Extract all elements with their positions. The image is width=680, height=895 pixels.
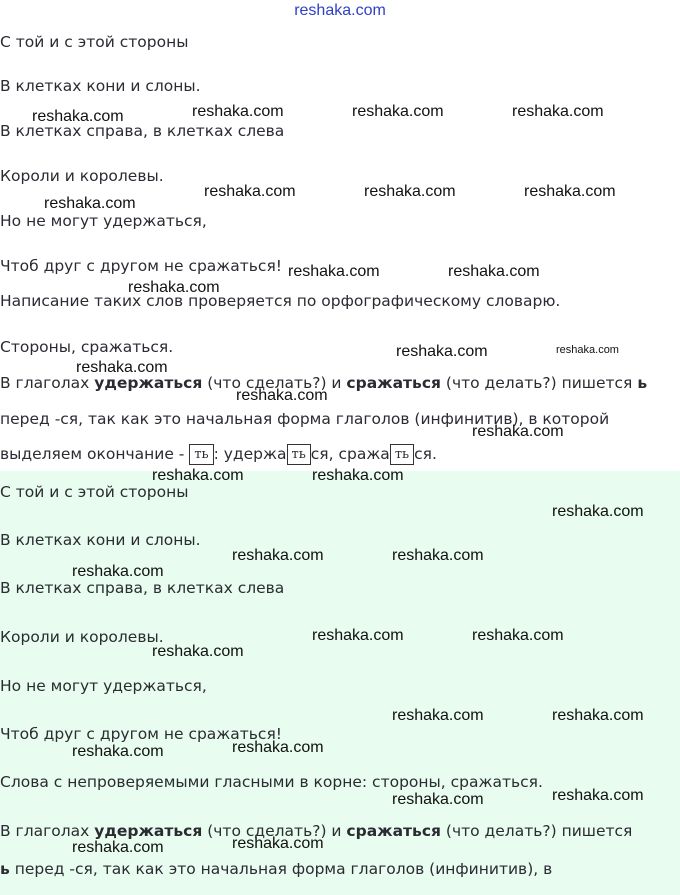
words-list: Стороны, сражаться.	[0, 338, 174, 356]
rule-line-2: перед -ся, так как это начальная форма глаголов (инфинитив), в которой	[0, 410, 610, 428]
watermark: reshaka.com	[44, 195, 136, 212]
watermark: reshaka.com	[236, 387, 328, 404]
watermark: reshaka.com	[364, 183, 456, 200]
watermark: reshaka.com	[72, 839, 164, 856]
poem2-line-1: С той и с этой стороны	[0, 483, 189, 501]
watermark: reshaka.com	[232, 547, 324, 564]
watermark: reshaka.com	[76, 359, 168, 376]
poem-line-1: С той и с этой стороны	[0, 33, 189, 51]
rule2-line-1: В глаголах удержаться (что сделать?) и сражаться (что делать?) пишется	[0, 822, 633, 840]
poem-line-2: В клетках кони и слоны.	[0, 77, 201, 95]
poem2-line-3: В клетках справа, в клетках слева	[0, 579, 285, 597]
watermark: reshaka.com	[448, 263, 540, 280]
rule-line-1: В глаголах удержаться (что сделать?) и сражаться (что делать?) пишется ь	[0, 374, 648, 392]
watermark: reshaka.com	[152, 643, 244, 660]
watermark: reshaka.com	[204, 183, 296, 200]
watermark: reshaka.com	[32, 108, 124, 125]
rule2-line-2: ь перед -ся, так как это начальная форма глаголов (инфинитив), в	[0, 860, 553, 878]
ending-box: ть	[390, 444, 414, 465]
watermark: reshaka.com	[392, 547, 484, 564]
watermark: reshaka.com	[524, 183, 616, 200]
poem2-line-4: Короли и королевы.	[0, 628, 164, 646]
ending-box: ть	[189, 444, 213, 465]
watermark: reshaka.com	[472, 627, 564, 644]
watermark: reshaka.com	[72, 563, 164, 580]
poem-line-6: Чтоб друг с другом не сражаться!	[0, 257, 282, 275]
poem-line-5: Но не могут удержаться,	[0, 212, 207, 230]
watermark: reshaka.com	[392, 707, 484, 724]
watermark: reshaka.com	[152, 467, 244, 484]
ending-box: ть	[287, 444, 311, 465]
watermark: reshaka.com	[288, 263, 380, 280]
rule-line-3: выделяем окончание - ть : удержа ть ся, сража ть ся.	[0, 445, 437, 463]
watermark: reshaka.com	[192, 103, 284, 120]
watermark: reshaka.com	[556, 344, 619, 356]
watermark: reshaka.com	[232, 739, 324, 756]
watermark: reshaka.com	[512, 103, 604, 120]
poem2-line-5: Но не могут удержаться,	[0, 677, 207, 695]
site-header-link[interactable]: reshaka.com	[294, 2, 386, 19]
poem2-line-6: Чтоб друг с другом не сражаться!	[0, 725, 282, 743]
watermark: reshaka.com	[552, 503, 644, 520]
watermark: reshaka.com	[232, 835, 324, 852]
vocab-note: Слова с непроверяемыми гласными в корне: стороны, сражаться.	[0, 773, 543, 791]
watermark: reshaka.com	[552, 787, 644, 804]
watermark: reshaka.com	[312, 467, 404, 484]
poem-line-3: В клетках справа, в клетках слева	[0, 122, 285, 140]
watermark: reshaka.com	[352, 103, 444, 120]
poem-line-4: Короли и королевы.	[0, 167, 164, 185]
spelling-note: Написание таких слов проверяется по орфографическому словарю.	[0, 292, 561, 310]
watermark: reshaka.com	[72, 743, 164, 760]
watermark: reshaka.com	[312, 627, 404, 644]
watermark: reshaka.com	[392, 791, 484, 808]
poem2-line-2: В клетках кони и слоны.	[0, 531, 201, 549]
watermark: reshaka.com	[128, 279, 220, 296]
watermark: reshaka.com	[396, 343, 488, 360]
watermark: reshaka.com	[472, 423, 564, 440]
watermark: reshaka.com	[552, 707, 644, 724]
